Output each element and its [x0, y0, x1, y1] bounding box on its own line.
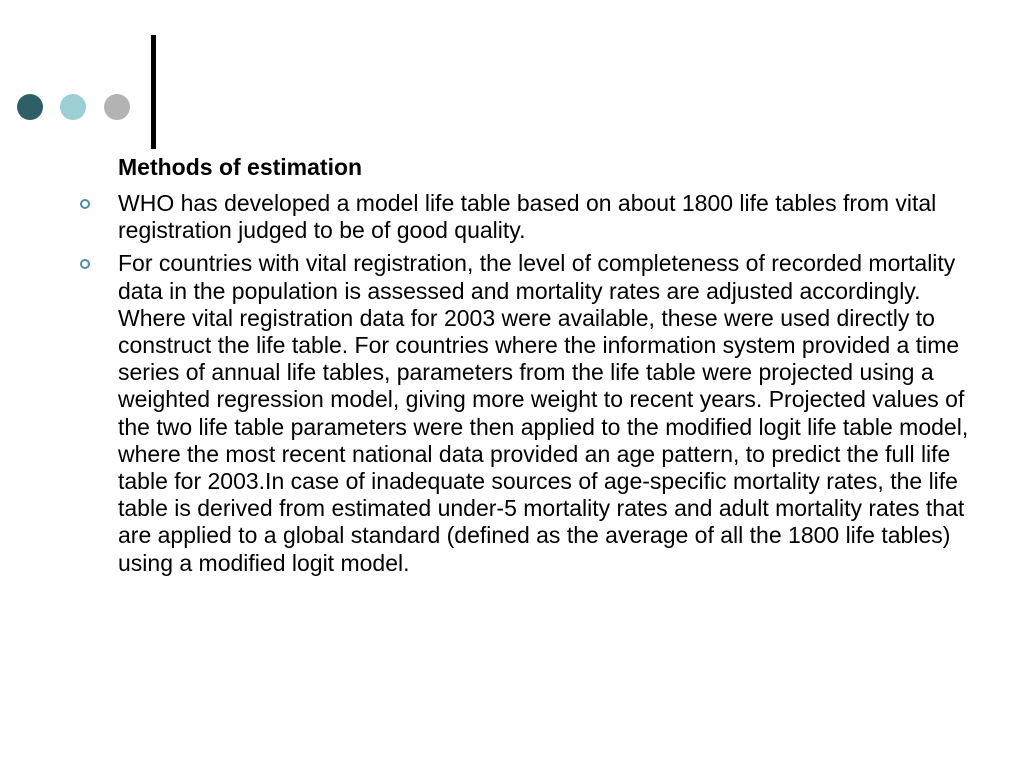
decorative-dot-gray	[104, 94, 130, 120]
bullet-circle-icon	[80, 199, 90, 209]
section-heading: Methods of estimation	[118, 154, 363, 180]
bullet-text: For countries with vital registration, the level of completeness of recorded mortality data in the population is assessed and mortality rates are adjusted accordingly. Where vital registration data for 2003 were available, these were used directly to construct the life table. For countries where the information system provided a time series of annual life tables, parameters from the life table were projected using a weighted regression model, giving more weight to recent years. Projected values of the two life table parameters were then applied to the modified logit life table model, where the most recent national data provided an age pattern, to predict the full life table for 2003.In case of inadequate sources of age-specific mortality rates, the life table is derived from estimated under-5 mortality rates and adult mortality rates that are applied to a global standard (defined as the average of all the 1800 life tables) using a modified logit model.	[118, 250, 969, 576]
bullet-circle-icon	[80, 259, 90, 269]
decorative-dot-light-teal	[60, 94, 86, 120]
bullet-text: WHO has developed a model life table based on about 1800 life tables from vital registration judged to be of good quality.	[118, 190, 937, 244]
bullet-list	[118, 190, 978, 577]
bullet-item	[118, 190, 978, 244]
slide-body	[118, 154, 978, 583]
title-divider-bar	[151, 35, 156, 149]
bullet-item	[118, 250, 978, 576]
decorative-dot-dark-teal	[17, 94, 43, 120]
